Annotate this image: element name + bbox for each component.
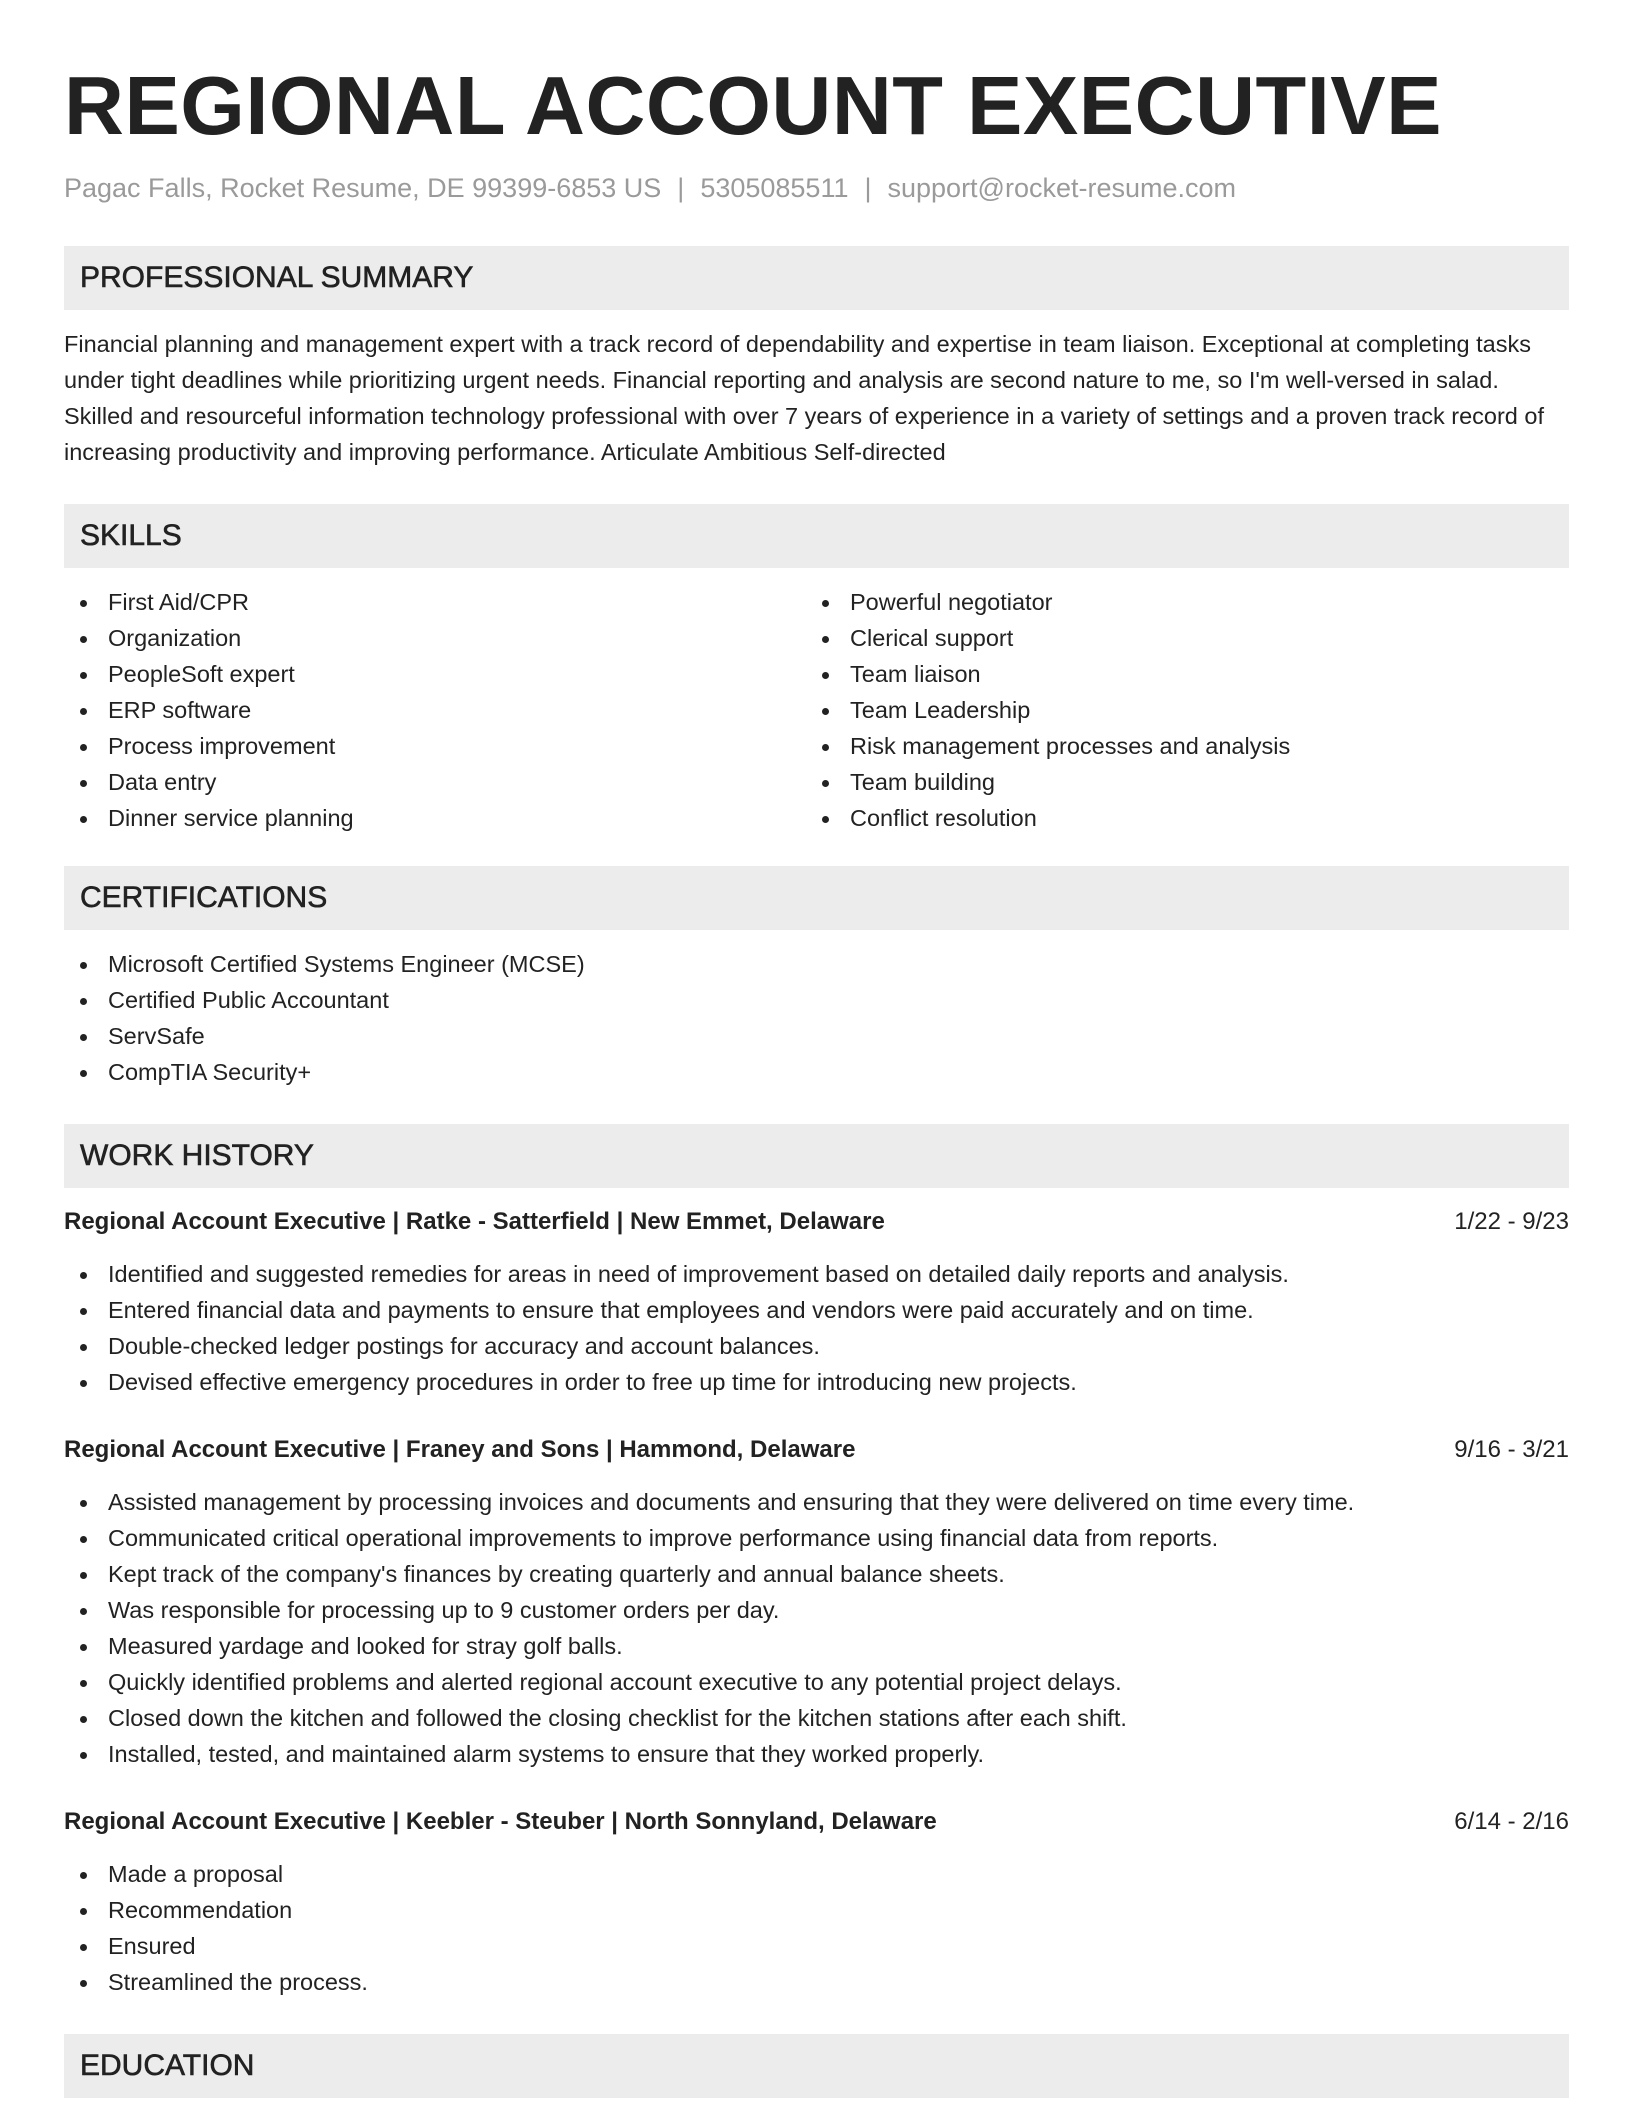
resume-page	[64, 54, 1569, 2098]
certification-item: CompTIA Security+	[64, 1054, 1569, 1090]
job-header	[64, 1432, 1569, 1468]
skill-item: Organization	[64, 620, 806, 656]
contact-separator: |	[677, 173, 685, 203]
job-header	[64, 1804, 1569, 1840]
skill-item: Conflict resolution	[806, 800, 1548, 836]
skill-item: Powerful negotiator	[806, 584, 1548, 620]
skills-list-right	[806, 584, 1548, 836]
job-dates: 9/16 - 3/21	[1454, 1436, 1569, 1463]
job-header	[64, 1204, 1569, 1240]
skills-list-left	[64, 584, 806, 836]
job-bullet: Kept track of the company's finances by creating quarterly and annual balance sheets.	[64, 1556, 1569, 1592]
job-bullet: Communicated critical operational improvements to improve performance using financial data from reports.	[64, 1520, 1569, 1556]
job-bullet: Streamlined the process.	[64, 1964, 1569, 2000]
job-bullet: Made a proposal	[64, 1856, 1569, 1892]
section-header-work-history: WORK HISTORY	[64, 1124, 1569, 1188]
job-dates: 1/22 - 9/23	[1454, 1208, 1569, 1235]
job-bullet: Quickly identified problems and alerted regional account executive to any potential project delays.	[64, 1664, 1569, 1700]
job-entry	[64, 1432, 1569, 1772]
section-header-certifications: CERTIFICATIONS	[64, 866, 1569, 930]
job-bullets	[64, 1856, 1569, 2000]
section-header-summary: PROFESSIONAL SUMMARY	[64, 246, 1569, 310]
job-bullet: Entered financial data and payments to ensure that employees and vendors were paid accurately and on time.	[64, 1292, 1569, 1328]
skill-item: Risk management processes and analysis	[806, 728, 1548, 764]
job-bullet: Devised effective emergency procedures in order to free up time for introducing new projects.	[64, 1364, 1569, 1400]
certification-item: Certified Public Accountant	[64, 982, 1569, 1018]
contact-address: Pagac Falls, Rocket Resume, DE 99399-6853 US	[64, 173, 662, 203]
job-title: Regional Account Executive | Franey and Sons | Hammond, Delaware	[64, 1436, 856, 1463]
job-bullet: Double-checked ledger postings for accuracy and account balances.	[64, 1328, 1569, 1364]
skill-item: Team building	[806, 764, 1548, 800]
job-entry	[64, 1204, 1569, 1400]
skill-item: Clerical support	[806, 620, 1548, 656]
skill-item: Team liaison	[806, 656, 1548, 692]
summary-text: Financial planning and management expert with a track record of dependability and expertise in team liaison. Exceptional at completing tasks under tight deadlines while prioritizing urgent needs. Financial reporting and analysis are second nature to me, so I'm well-versed in salad. Skilled and resourceful information technology professional with over 7 years of experience in a variety of settings and a proven track record of increasing productivity and improving performance. Articulate Ambitious Self-directed	[64, 331, 1544, 465]
job-dates: 6/14 - 2/16	[1454, 1808, 1569, 1835]
skill-item: PeopleSoft expert	[64, 656, 806, 692]
job-bullet: Identified and suggested remedies for areas in need of improvement based on detailed daily reports and analysis.	[64, 1256, 1569, 1292]
certification-item: Microsoft Certified Systems Engineer (MCSE)	[64, 946, 1569, 982]
skill-item: Team Leadership	[806, 692, 1548, 728]
certifications-list	[64, 946, 1569, 1090]
section-header-education: EDUCATION	[64, 2034, 1569, 2098]
job-bullets	[64, 1484, 1569, 1772]
skill-item: ERP software	[64, 692, 806, 728]
job-bullet: Assisted management by processing invoices and documents and ensuring that they were delivered on time every time.	[64, 1484, 1569, 1520]
contact-separator: |	[864, 173, 872, 203]
job-bullet: Was responsible for processing up to 9 customer orders per day.	[64, 1592, 1569, 1628]
contact-phone: 5305085511	[700, 173, 849, 203]
job-entry	[64, 1804, 1569, 2000]
contact-line	[64, 170, 1569, 206]
skill-item: Data entry	[64, 764, 806, 800]
job-bullet: Measured yardage and looked for stray golf balls.	[64, 1628, 1569, 1664]
contact-email: support@rocket-resume.com	[887, 173, 1237, 203]
job-title: Regional Account Executive | Keebler - Steuber | North Sonnyland, Delaware	[64, 1808, 937, 1835]
skills-grid	[64, 584, 1569, 836]
job-bullet: Installed, tested, and maintained alarm systems to ensure that they worked properly.	[64, 1736, 1569, 1772]
section-header-skills: SKILLS	[64, 504, 1569, 568]
job-bullet: Closed down the kitchen and followed the closing checklist for the kitchen stations after each shift.	[64, 1700, 1569, 1736]
job-bullet: Ensured	[64, 1928, 1569, 1964]
resume-name: REGIONAL ACCOUNT EXECUTIVE	[64, 59, 1443, 152]
skill-item: First Aid/CPR	[64, 584, 806, 620]
job-bullet: Recommendation	[64, 1892, 1569, 1928]
job-bullets	[64, 1256, 1569, 1400]
skill-item: Dinner service planning	[64, 800, 806, 836]
skill-item: Process improvement	[64, 728, 806, 764]
certification-item: ServSafe	[64, 1018, 1569, 1054]
job-title: Regional Account Executive | Ratke - Satterfield | New Emmet, Delaware	[64, 1208, 885, 1235]
